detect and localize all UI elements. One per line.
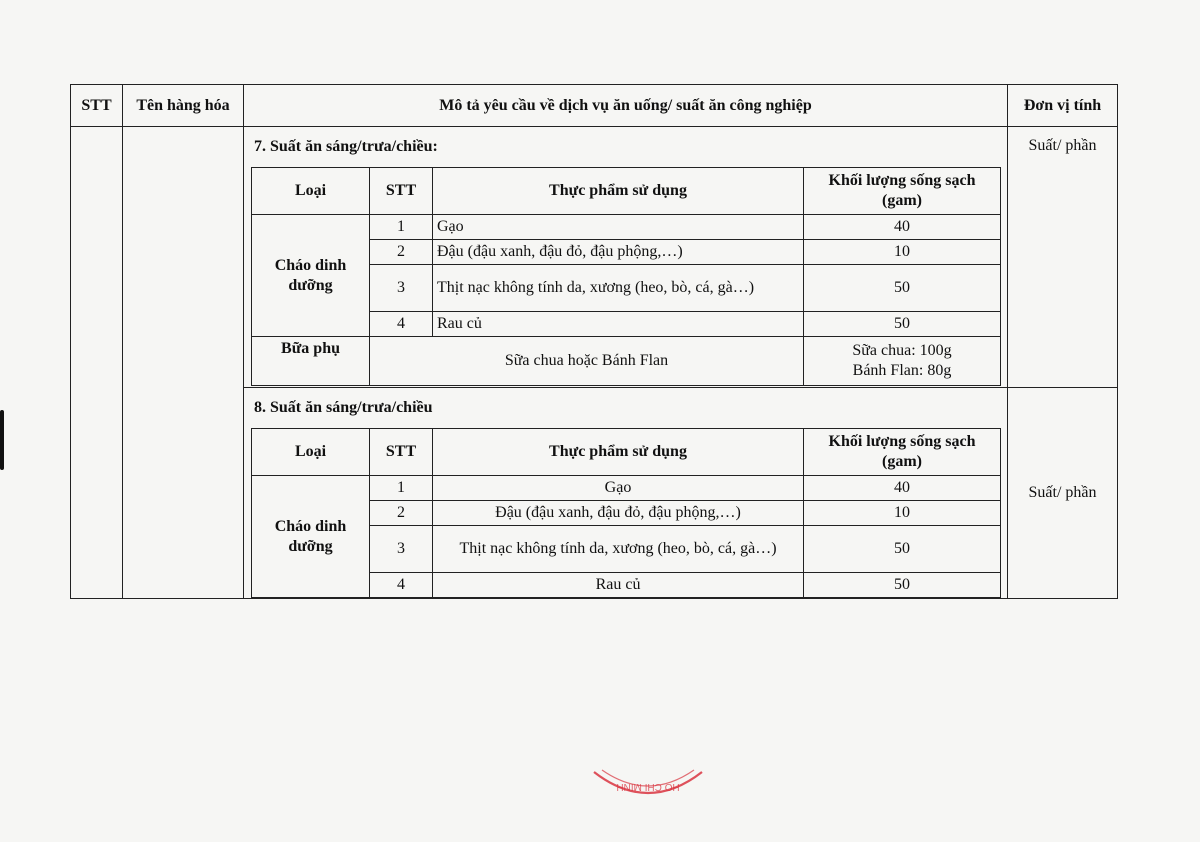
row-qty: 50 [804, 526, 1001, 573]
table-row-extra [252, 337, 1001, 386]
row-stt: 1 [370, 476, 433, 501]
row-food: Gạo [433, 476, 804, 501]
ten-hang-hoa-cell [123, 127, 244, 599]
extra-food: Sữa chua hoặc Bánh Flan [370, 337, 804, 386]
col-stt: STT [370, 429, 433, 476]
section-8-title: 8. Suất ăn sáng/trưa/chiều [254, 399, 433, 416]
col-thuc-pham: Thực phẩm sử dụng [433, 168, 804, 215]
row-food: Rau củ [433, 312, 804, 337]
row-qty: 40 [804, 476, 1001, 501]
group-label: Cháo dinh dưỡng [252, 476, 370, 598]
extra-qty-line-1: Sữa chua: 100g [852, 342, 952, 359]
section-7-title: 7. Suất ăn sáng/trưa/chiều: [254, 138, 438, 155]
row-stt: 3 [370, 265, 433, 312]
col-thuc-pham: Thực phẩm sử dụng [433, 429, 804, 476]
row-stt: 4 [370, 312, 433, 337]
extra-qty [804, 337, 1001, 386]
row-qty: 50 [804, 265, 1001, 312]
scan-edge-mark [0, 410, 4, 470]
row-food: Gạo [433, 215, 804, 240]
row-food: Đậu (đậu xanh, đậu đỏ, đậu phộng,…) [433, 501, 804, 526]
food-table-header [252, 168, 1001, 215]
row-stt: 2 [370, 240, 433, 265]
row-qty: 40 [804, 215, 1001, 240]
section-8-unit: Suất/ phần [1008, 388, 1118, 599]
section-7-unit: Suất/ phần [1008, 127, 1118, 388]
row-food: Thịt nạc không tính da, xương (heo, bò, cá, gà…) [433, 265, 804, 312]
section-8-content [244, 388, 1008, 599]
main-table [70, 84, 1118, 599]
stamp-text: HO CHI MINH [616, 781, 680, 792]
stt-cell [71, 127, 123, 599]
section-7-content [244, 127, 1008, 388]
col-khoi-luong: Khối lượng sống sạch (gam) [804, 168, 1001, 215]
header-don-vi-tinh: Đơn vị tính [1008, 85, 1118, 127]
row-stt: 2 [370, 501, 433, 526]
row-qty: 50 [804, 312, 1001, 337]
main-table-header [71, 85, 1118, 127]
row-stt: 3 [370, 526, 433, 573]
col-loai: Loại [252, 168, 370, 215]
extra-qty-line-2: Bánh Flan: 80g [852, 362, 952, 379]
table-row [252, 476, 1001, 501]
row-food: Rau củ [433, 573, 804, 598]
row-food: Thịt nạc không tính da, xương (heo, bò, cá, gà…) [433, 526, 804, 573]
row-qty: 10 [804, 501, 1001, 526]
section-7-row [71, 127, 1118, 388]
group-label: Cháo dinh dưỡng [252, 215, 370, 337]
extra-label: Bữa phụ [252, 337, 370, 386]
row-stt: 1 [370, 215, 433, 240]
row-food: Đậu (đậu xanh, đậu đỏ, đậu phộng,…) [433, 240, 804, 265]
section-8-food-table [251, 428, 1001, 598]
row-qty: 50 [804, 573, 1001, 598]
row-qty: 10 [804, 240, 1001, 265]
header-ten-hang-hoa: Tên hàng hóa [123, 85, 244, 127]
seal-stamp [588, 768, 708, 808]
col-stt: STT [370, 168, 433, 215]
table-row [252, 215, 1001, 240]
section-7-food-table [251, 167, 1001, 386]
header-mo-ta: Mô tả yêu cầu về dịch vụ ăn uống/ suất ăn công nghiệp [244, 85, 1008, 127]
col-khoi-luong: Khối lượng sống sạch (gam) [804, 429, 1001, 476]
header-stt: STT [71, 85, 123, 127]
col-loai: Loại [252, 429, 370, 476]
row-stt: 4 [370, 573, 433, 598]
food-table-header [252, 429, 1001, 476]
